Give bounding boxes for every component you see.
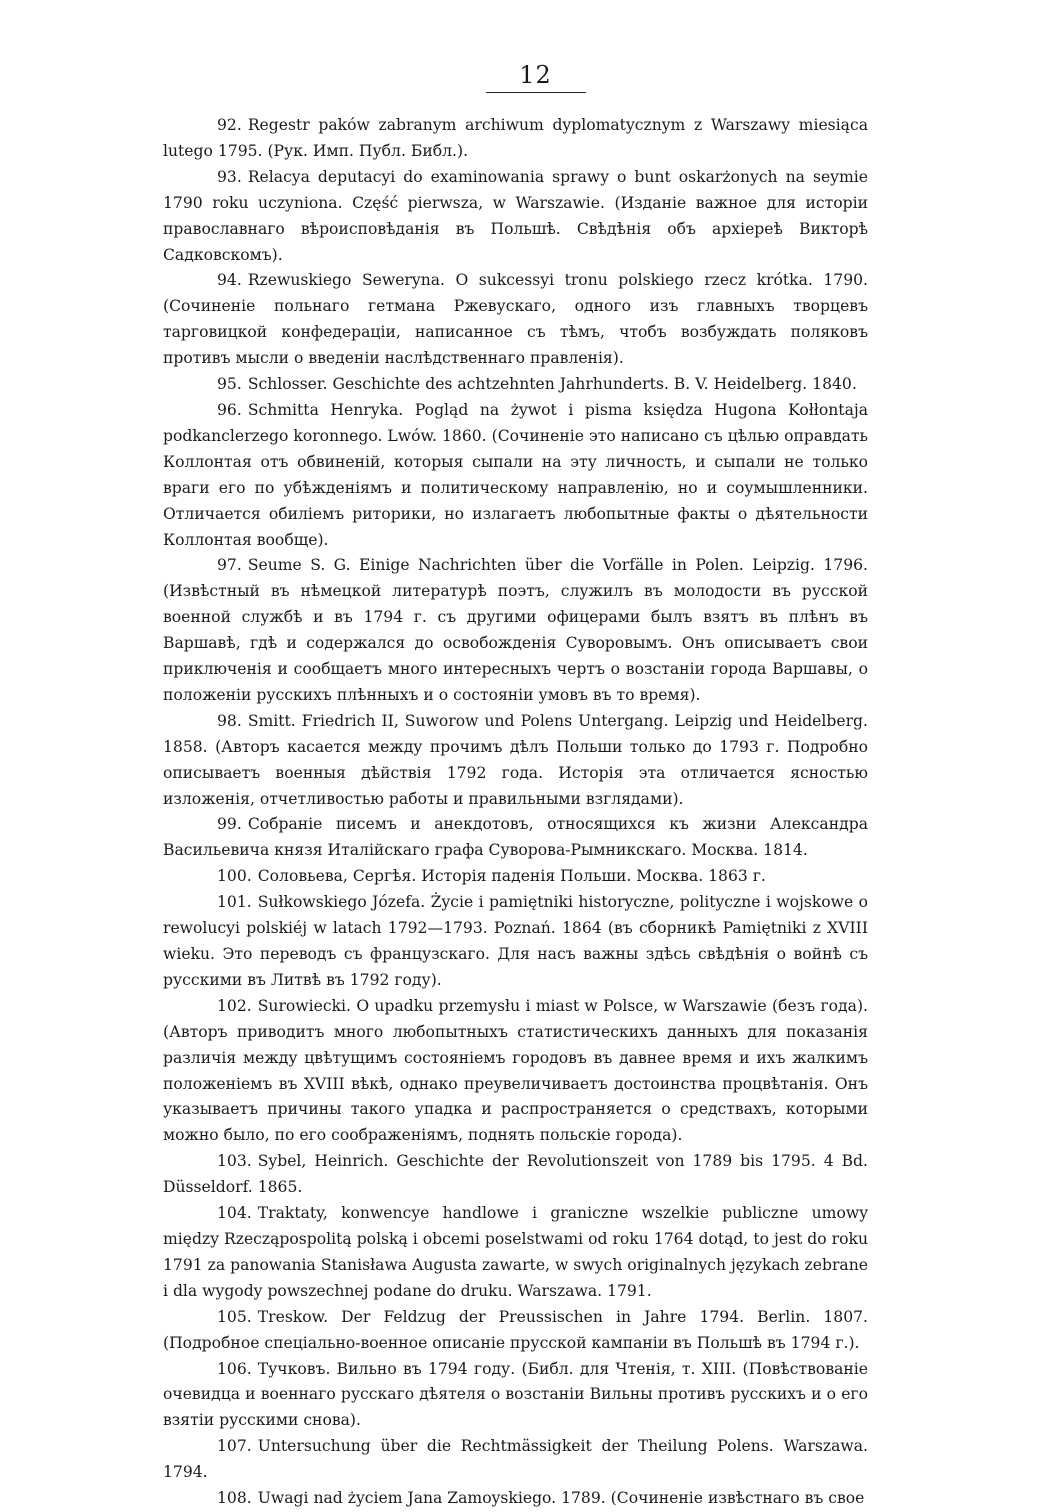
bibliography-entry (163, 165, 868, 269)
bibliography-entry (163, 1149, 868, 1201)
entry-number: 95. (217, 375, 242, 394)
entry-text: Smitt. Friedrich II, Suworow und Polens Untergang. Leipzig und Heidelberg. 1858. (Авторъ касается между прочимъ дѣлъ Польши только до 1793 г. Подробно описываетъ военныя дѣйствія 1792 года. Исторія эта отличается ясностью изложенія, отчетливостью работы и правильными взглядами). (163, 711, 868, 808)
entry-text: Sybel, Heinrich. Geschichte der Revolutionszeit von 1789 bis 1795. 4 Bd. Düsseldorf. 1865. (163, 1152, 868, 1197)
bibliography-entry (163, 709, 868, 813)
entry-number: 92. (217, 116, 242, 134)
bibliography-entry (163, 1434, 868, 1486)
entry-text: Тучковъ. Вильно въ 1794 году. (Библ. для Чтенія, т. XIII. (Повѣствованіе очевидца и военнаго русскаго дѣятеля о возстаніи Вильны противъ русскихъ и о его взятіи русскими снова). (163, 1359, 868, 1430)
entry-number: 100. (217, 867, 252, 886)
entry-text: Собраніе писемъ и анекдотовъ, относящихся къ жизни Александра Васильевича князя Италійскаго графа Суворова-Рымникскаго. Москва. 1814. (163, 815, 868, 860)
entry-text: Uwagi nad życiem Jana Zamoyskiego. 1789. (Сочиненіе извѣстнаго въ свое (257, 1489, 865, 1508)
bibliography-entry (163, 1357, 868, 1435)
entry-text: Surowiecki. O upadku przemysłu i miast w Polsce, w Warszawie (безъ года). (Авторъ приводитъ много любопытныхъ статистическихъ данныхъ для показанія различія между цвѣтущимъ состояніемъ городовъ въ давнее время и ихъ жалкимъ положеніемъ въ XVIII вѣкѣ, однако преувеличиваетъ достоинства процвѣтанія. Онъ указываетъ причины такого упадка и распространяется о средствахъ, которыми можно было, по его соображеніямъ, поднять польскіе города). (163, 996, 868, 1145)
entry-text: Соловьева, Сергѣя. Исторія паденія Польши. Москва. 1863 г. (257, 867, 766, 886)
entry-number: 99. (217, 815, 242, 834)
bibliography-entry (163, 864, 868, 890)
bibliography-entry (163, 1305, 868, 1357)
entry-text: Untersuchung über die Rechtmässigkeit der Theilung Polens. Warszawa. 1794. (163, 1437, 868, 1482)
header-rule (486, 92, 586, 93)
bibliography-entry (163, 812, 868, 864)
entry-number: 103. (217, 1152, 252, 1171)
entry-text: Rzewuskiego Seweryna. O sukcessyi tronu polskiego rzecz krótka. 1790. (Сочиненіе польнаго гетмана Ржевускаго, одного изъ главныхъ творцевъ тарговицкой конфедераціи, написанное съ тѣмъ, чтобъ возбуждать поляковъ противъ мысли о введеніи наслѣдственнаго правленія). (163, 271, 868, 368)
bibliography-entry (163, 1201, 868, 1305)
entry-text: Sułkowskiego Józefa. Życie i pamiętniki historyczne, polityczne i wojskowe o rewolucyi polskiéj w latach 1792—1793. Poznań. 1864 (въ сборникѣ Pamiętniki z XVIII wieku. Это переводъ съ французскаго. Для насъ важны здѣсь свѣдѣнія о войнѣ съ русскими въ Литвѣ въ 1792 году). (163, 893, 868, 989)
bibliography-entry (163, 994, 868, 1149)
bibliography-entry (163, 890, 868, 994)
entry-number: 104. (217, 1204, 252, 1223)
bibliography-list (163, 113, 868, 1512)
entry-text: Schmitta Henryka. Pogląd na żywot i pisma księdza Hugona Kołłontaja podkanclerzego koronnego. Lwów. 1860. (Сочиненіе это написано съ цѣлью оправдать Коллонтая отъ обвиненій, которыя сыпали на эту личность, и сыпали не только враги его по убѣжденіямъ и политическому направленію, но и соумышленники. Отличается обиліемъ риторики, но излагаетъ любопытные факты о дѣятельности Коллонтая вообще). (163, 400, 868, 549)
bibliography-entry (163, 372, 868, 398)
entry-number: 96. (217, 400, 242, 419)
entry-text: Traktaty, konwencye handlowe i graniczne wszelkie publiczne umowy między Rzecząpospolitą polską i obcemi poselstwami od roku 1764 dotąd, to jest do roku 1791 za panowania Stanisława Augusta zawarte, w swych originalnych językach zebrane i dla wygody powszechnej podane do druku. Warszawa. 1791. (163, 1204, 868, 1300)
entry-text: Treskow. Der Feldzug der Preussischen in Jahre 1794. Berlin. 1807. (Подробное спеціально-военное описаніе прусской кампаніи въ Польшѣ въ 1794 г.). (163, 1307, 868, 1352)
document-page (163, 60, 868, 1508)
entry-number: 102. (217, 996, 252, 1015)
entry-number: 106. (217, 1359, 252, 1378)
entry-number: 94. (217, 271, 242, 290)
entry-number: 93. (217, 167, 242, 186)
bibliography-entry (163, 398, 868, 553)
entry-number: 107. (217, 1437, 252, 1456)
entry-number: 97. (217, 556, 242, 575)
entry-number: 105. (217, 1307, 252, 1326)
bibliography-entry (163, 113, 868, 165)
entry-text: Seume S. G. Einige Nachrichten über die Vorfälle in Polen. Leipzig. 1796. (Извѣстный въ нѣмецкой литературѣ поэтъ, служилъ въ молодости въ русской военной службѣ и въ 1794 г. съ другими офицерами былъ взятъ въ плѣнъ въ Варшавѣ, гдѣ и содержался до освобожденія Суворовымъ. Онъ описываетъ свои приключенія и сообщаетъ много интересныхъ чертъ о возстаніи города Варшавы, о положеніи русскихъ плѣнныхъ и о состояніи умовъ въ то время). (163, 556, 868, 704)
entry-text: Schlosser. Geschichte des achtzehnten Jahrhunderts. B. V. Heidelberg. 1840. (247, 375, 857, 394)
entry-number: 108. (217, 1489, 252, 1508)
entry-text: Relacya deputacyi do examinowania sprawy o bunt oskarżonych na seymie 1790 roku uczyniona. Część pierwsza, w Warszawie. (Изданіе важное для исторіи православнаго вѣроисповѣданія въ Польшѣ. Свѣдѣнія объ архіереѣ Викторѣ Садковскомъ). (163, 167, 868, 264)
bibliography-entry (163, 268, 868, 372)
entry-text: Regestr paków zabranym archiwum dyplomatycznym z Warszawy miesiąca lutego 1795. (Рук. Имп. Публ. Библ.). (163, 116, 868, 160)
entry-number: 98. (217, 711, 242, 730)
page-number: 12 (519, 61, 552, 89)
bibliography-entry (163, 553, 868, 708)
bibliography-entry (163, 1486, 868, 1512)
entry-number: 101. (217, 893, 252, 912)
